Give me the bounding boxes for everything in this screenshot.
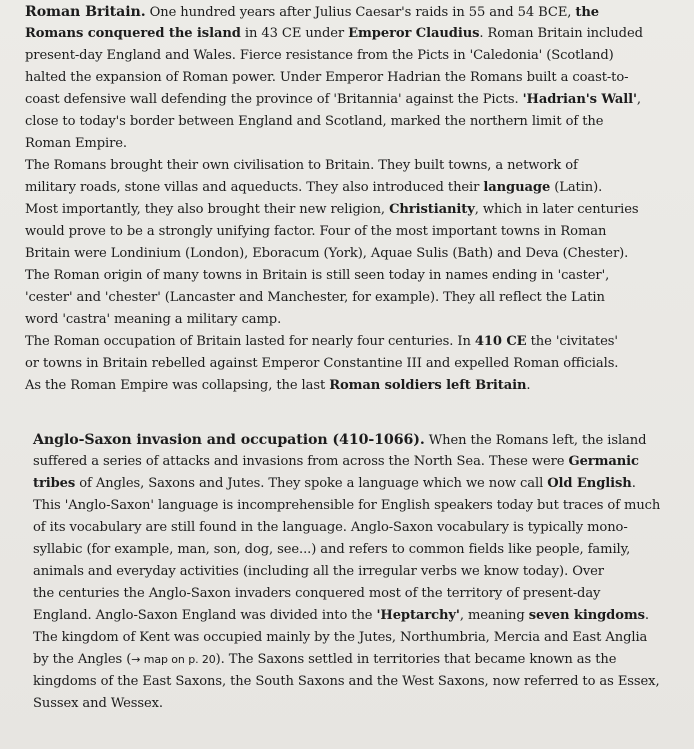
text-line: syllabic (for example, man, son, dog, see...) and refers to common fields like people, family, [33, 542, 631, 557]
text-line: Roman Britain. One hundred years after Julius Caesar's raids in 55 and 54 BCE, the [25, 4, 600, 20]
text-line: Most importantly, they also brought their new religion, Christianity, which in later centuries [25, 202, 639, 217]
text-line: Romans conquered the island in 43 CE under Emperor Claudius. Roman Britain included [25, 26, 643, 41]
text-line: word 'castra' meaning a military camp. [25, 312, 282, 327]
text-line: The kingdom of Kent was occupied mainly by the Jutes, Northumbria, Mercia and East Anglia [33, 630, 648, 645]
text-line: present-day England and Wales. Fierce resistance from the Picts in 'Caledonia' (Scotland) [25, 48, 614, 63]
map-reference: → map on p. 20 [131, 653, 216, 666]
text-line: This 'Anglo-Saxon' language is incomprehensible for English speakers today but traces of much [33, 498, 661, 513]
text-line: coast defensive wall defending the province of 'Britannia' against the Picts. 'Hadrian's Wall', [25, 92, 641, 107]
text-line: of its vocabulary are still found in the language. Anglo-Saxon vocabulary is typically mono- [33, 520, 628, 535]
text-line: 'cester' and 'chester' (Lancaster and Manchester, for example). They all reflect the Latin [25, 290, 605, 305]
text-line: tribes of Angles, Saxons and Jutes. They spoke a language which we now call Old English. [33, 476, 636, 491]
text-line: animals and everyday activities (including all the irregular verbs we know today). Over [33, 564, 604, 579]
text-line: kingdoms of the East Saxons, the South Saxons and the West Saxons, now referred to as Essex, [33, 674, 660, 689]
text-line: Anglo-Saxon invasion and occupation (410-1066). When the Romans left, the island [33, 432, 647, 448]
text-line: The Roman occupation of Britain lasted for nearly four centuries. In 410 CE the 'civitates' [25, 334, 618, 349]
text-line: The Roman origin of many towns in Britain is still seen today in names ending in 'caster', [25, 268, 610, 283]
text-line: or towns in Britain rebelled against Emperor Constantine III and expelled Roman officials. [25, 356, 619, 371]
text-line: Roman Empire. [25, 136, 127, 151]
section-heading-roman-britain: Roman Britain. [25, 4, 146, 20]
text-line: military roads, stone villas and aqueducts. They also introduced their language (Latin). [25, 180, 603, 195]
text-line: Britain were Londinium (London), Eboracum (York), Aquae Sulis (Bath) and Deva (Chester). [25, 246, 629, 261]
text-line: suffered a series of attacks and invasions from across the North Sea. These were Germanic [33, 454, 639, 469]
text-line: halted the expansion of Roman power. Under Emperor Hadrian the Romans built a coast-to- [25, 70, 629, 85]
text-line: the centuries the Anglo-Saxon invaders conquered most of the territory of present-day [33, 586, 601, 601]
text-line: would prove to be a strongly unifying factor. Four of the most important towns in Roman [25, 224, 607, 239]
text-line: England. Anglo-Saxon England was divided into the 'Heptarchy', meaning seven kingdoms. [33, 608, 649, 623]
text-line: The Romans brought their own civilisation to Britain. They built towns, a network of [25, 158, 578, 173]
text-line: Sussex and Wessex. [33, 696, 163, 711]
text-line: As the Roman Empire was collapsing, the last Roman soldiers left Britain. [25, 378, 531, 393]
text-line: close to today's border between England and Scotland, marked the northern limit of the [25, 114, 604, 129]
text-line: by the Angles (→ map on p. 20). The Saxons settled in territories that became known as the [33, 652, 617, 667]
section-heading-anglo-saxon: Anglo-Saxon invasion and occupation (410-1066). [33, 432, 425, 448]
